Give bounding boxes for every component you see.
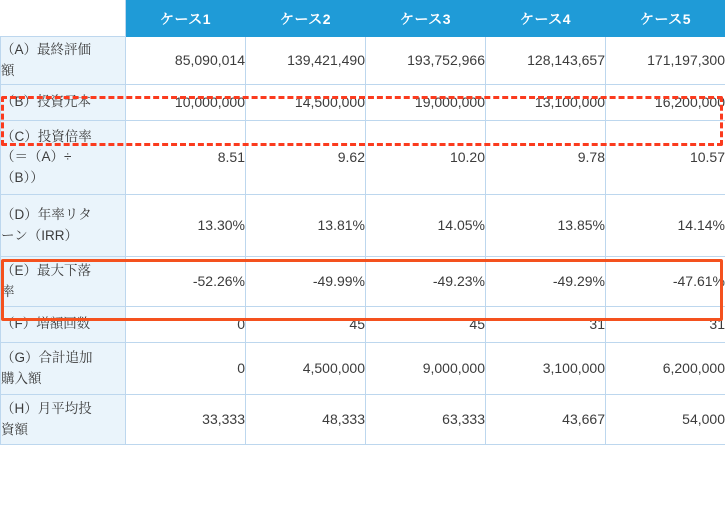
cell-a-case4: 128,143,657 xyxy=(486,37,606,85)
cell-f-case3: 45 xyxy=(366,307,486,343)
column-header-case3: ケース3 xyxy=(366,1,486,37)
table-row xyxy=(1,121,725,195)
row-label-f-line1: （F）増額回数 xyxy=(1,316,91,332)
cell-e-case2: -49.99% xyxy=(246,257,366,307)
cell-g-case1: 0 xyxy=(126,343,246,395)
cell-b-case3: 19,000,000 xyxy=(366,85,486,121)
table-header xyxy=(1,1,725,37)
cell-e-case5: -47.61% xyxy=(606,257,725,307)
cell-d-case4: 13.85% xyxy=(486,195,606,257)
table-row xyxy=(1,395,725,445)
cell-h-case1: 33,333 xyxy=(126,395,246,445)
cell-b-case5: 16,200,000 xyxy=(606,85,725,121)
cell-f-case1: 0 xyxy=(126,307,246,343)
cell-e-case1: -52.26% xyxy=(126,257,246,307)
row-label-b xyxy=(1,85,126,121)
row-label-c-line3: （B）） xyxy=(1,169,44,185)
cell-g-case5: 6,200,000 xyxy=(606,343,725,395)
row-label-f xyxy=(1,307,126,343)
row-label-e xyxy=(1,257,126,307)
cell-g-case2: 4,500,000 xyxy=(246,343,366,395)
row-label-h-line2: 資額 xyxy=(1,421,28,437)
cell-c-case3: 10.20 xyxy=(366,121,486,195)
column-header-case1: ケース1 xyxy=(126,1,246,37)
cell-b-case1: 10,000,000 xyxy=(126,85,246,121)
cell-h-case5: 54,000 xyxy=(606,395,725,445)
column-header-case4: ケース4 xyxy=(486,1,606,37)
cell-c-case4: 9.78 xyxy=(486,121,606,195)
column-header-case2: ケース2 xyxy=(246,1,366,37)
table-row xyxy=(1,37,725,85)
cell-b-case2: 14,500,000 xyxy=(246,85,366,121)
cell-h-case4: 43,667 xyxy=(486,395,606,445)
table-row xyxy=(1,85,725,121)
cell-a-case2: 139,421,490 xyxy=(246,37,366,85)
cell-d-case5: 14.14% xyxy=(606,195,725,257)
cell-d-case2: 13.81% xyxy=(246,195,366,257)
row-label-a-line2: 額 xyxy=(1,62,15,78)
row-label-c-line2: （＝（A）÷ xyxy=(1,149,72,165)
row-label-g-line1: （G）合計追加 xyxy=(1,350,93,366)
cell-e-case4: -49.29% xyxy=(486,257,606,307)
cell-f-case5: 31 xyxy=(606,307,725,343)
cell-f-case4: 31 xyxy=(486,307,606,343)
row-label-c xyxy=(1,121,126,195)
row-label-d xyxy=(1,195,126,257)
row-label-g-line2: 購入額 xyxy=(1,370,42,386)
cell-a-case3: 193,752,966 xyxy=(366,37,486,85)
header-row xyxy=(1,1,725,37)
table-corner-cell xyxy=(1,1,126,37)
cell-f-case2: 45 xyxy=(246,307,366,343)
cell-h-case2: 48,333 xyxy=(246,395,366,445)
cell-e-case3: -49.23% xyxy=(366,257,486,307)
row-label-e-line2: 率 xyxy=(1,283,15,299)
row-label-d-line2: ーン（IRR） xyxy=(1,227,78,243)
column-header-case5: ケース5 xyxy=(606,1,725,37)
cell-a-case1: 85,090,014 xyxy=(126,37,246,85)
cell-h-case3: 63,333 xyxy=(366,395,486,445)
row-label-h xyxy=(1,395,126,445)
cell-c-case2: 9.62 xyxy=(246,121,366,195)
table-row xyxy=(1,195,725,257)
cell-a-case5: 171,197,300 xyxy=(606,37,725,85)
cell-d-case1: 13.30% xyxy=(126,195,246,257)
row-label-c-line1: （C）投資倍率 xyxy=(1,129,92,145)
row-label-d-line1: （D）年率リタ xyxy=(1,207,92,223)
cell-g-case3: 9,000,000 xyxy=(366,343,486,395)
row-label-a xyxy=(1,37,126,85)
table-row xyxy=(1,307,725,343)
row-label-h-line1: （H）月平均投 xyxy=(1,401,92,417)
cell-b-case4: 13,100,000 xyxy=(486,85,606,121)
row-label-g xyxy=(1,343,126,395)
row-label-b-line1: （B）投資元本 xyxy=(1,94,92,110)
cell-d-case3: 14.05% xyxy=(366,195,486,257)
cell-c-case5: 10.57 xyxy=(606,121,725,195)
table-body xyxy=(1,37,725,445)
cell-c-case1: 8.51 xyxy=(126,121,246,195)
table-row xyxy=(1,343,725,395)
cell-g-case4: 3,100,000 xyxy=(486,343,606,395)
row-label-e-line1: （E）最大下落 xyxy=(1,263,92,279)
row-label-a-line1: （A）最終評価 xyxy=(1,42,92,58)
table-row xyxy=(1,257,725,307)
